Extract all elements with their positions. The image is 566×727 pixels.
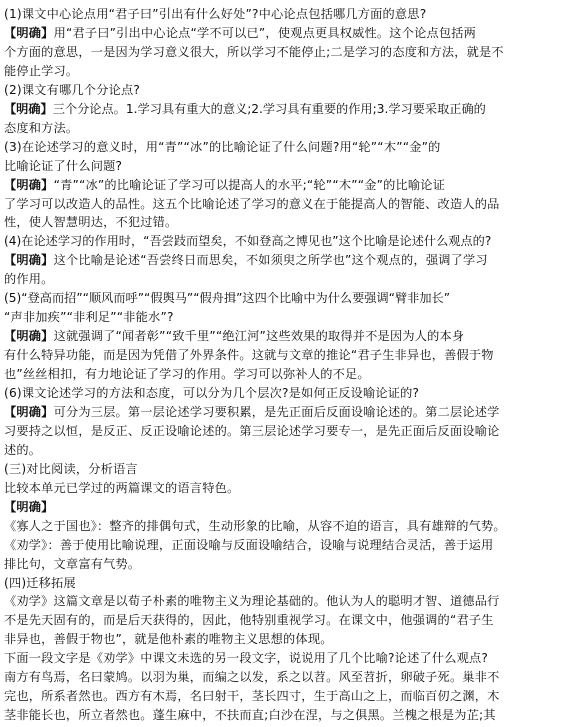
text-line [4, 704, 564, 727]
line-text: 三个分论点。1.学习具有重大的意义;2.学习具有重要的作用;3.学习要采取正确的 [52, 101, 486, 116]
line-text: 态度和方法。 [4, 120, 79, 135]
line-text: (6)课文论述学习的方法和态度，可以分为几个层次?是如何正反设喻论证的? [4, 386, 420, 400]
answer-tag: 【明确】 [4, 101, 53, 116]
line-text: (3)在论述学习的意义时，用“青”“冰”的比喻论证了什么问题?用“轮”“木”“金”的 [4, 139, 441, 154]
line-text: (1)课文中心论点用“君子曰”引出有什么好处”?中心论点包括哪几方面的意思? [4, 7, 427, 21]
line-text: 有什么特异功能，而是因为凭借了外界条件。这就与文章的推论“君子生非异也，善假于物 [4, 348, 494, 363]
line-text: 茎非能长也，所立者然也。蓬生麻中，不扶而直;白沙在涅，与之俱黑。兰槐之根是为芷;其 [4, 708, 496, 723]
line-text: 习要持之以恒，是反正、反正设喻论述的。第三层论述学习要专一，是先正面后反面设喻论 [4, 423, 500, 438]
line-text: “青”“冰”的比喻论证了学习可以提高人的水平;“轮”“木”“金”的比喻论证 [53, 177, 446, 192]
line-text: “声非加疾”“非利足”“非能水”? [4, 310, 174, 325]
line-text: 这就强调了“闻者彰”“致千里”“绝江河”这些效果的取得并不是因为人的本身 [53, 329, 465, 344]
line-text: 下面一段文字是《劝学》中课文未选的另一段文字，说说用了几个比喻?论述了什么观点? [4, 651, 489, 666]
answer-tag: 【明确】 [4, 329, 54, 344]
answer-tag: 【明确】 [4, 25, 54, 40]
line-text: 排比句，文章富有气势。 [4, 556, 141, 571]
line-text: 《劝学》：善于使用比喻说理，正面设喻与反面设喻结合，设喻与说理结合灵活，善于运用 [4, 537, 494, 552]
line-text: 可分为三层。第一层论述学习要积累，是先正面后反面设喻论述的。第二层论述学 [53, 404, 500, 419]
line-text: 的作用。 [4, 272, 54, 287]
line-text: 比喻论证了什么问题? [4, 158, 123, 173]
line-text: 了学习可以改造人的品性。这五个比喻论述了学习的意义在于能提高人的智能、改造人的品 [4, 196, 500, 211]
line-text: 非异也，善假于物也”，就是他朴素的唯物主义思想的体现。 [4, 632, 333, 647]
answer-tag: 【明确】 [4, 253, 54, 268]
line-text: (四)迁移拓展 [4, 575, 76, 590]
line-text: (三)对比阅读，分析语言 [4, 461, 138, 476]
line-text: 述的。 [4, 442, 42, 457]
line-text: 也”丝丝相扣，有力地论证了学习的作用。学习可以弥补人的不足。 [4, 367, 370, 382]
answer-tag: 【明确】 [4, 499, 54, 514]
answer-tag: 【明确】 [4, 404, 54, 419]
line-text: 《寡人之于国也》：整齐的排偶句式，生动形象的比喻，从容不迫的语言，具有雄辩的气势。 [4, 518, 506, 533]
line-text: 个方面的意思，一是因为学习意义很大，所以学习不能停止;二是学习的态度和方法，就是不 [4, 44, 504, 59]
answer-tag: 【明确】 [4, 177, 54, 192]
line-text: (5)“登高而招”“顺风而呼”“假舆马”“假舟揖”这四个比喻中为什么要强调“臂非加长” [4, 291, 451, 306]
line-text: 比较本单元已学过的两篇课文的语言特色。 [4, 480, 240, 495]
line-text: 完也，所系者然也。西方有木焉，名曰射干，茎长四寸，生于高山之上，而临百仞之渊，木 [4, 689, 500, 704]
line-text: (4)在论述学习的作用时，“吾尝跂而望矣，不如登高之博见也”这个比喻是论述什么观点的? [4, 234, 492, 249]
line-text: 能停止学习。 [4, 63, 79, 78]
line-text: 南方有鸟焉，名曰蒙鸠。以羽为巢，而编之以发，系之以苕。风至苕折，卵破子死。巢非不 [4, 670, 500, 685]
line-text: 性，使人智慧明达，不犯过错。 [4, 215, 178, 230]
line-text: 这个比喻是论述“吾尝终日而思矣，不如须臾之所学也”这个观点的，强调了学习 [53, 253, 488, 268]
line-text: 不是先天固有的，而是后天获得的，因此，他特别重视学习。在课文中，他强调的“君子生 [4, 613, 494, 628]
line-text: (2)课文有哪几个分论点? [4, 82, 141, 97]
line-text: 用“君子曰”引出中心论点“学不可以已”，使观点更具权威性。这个论点包括两 [53, 25, 477, 40]
line-text: 《劝学》这篇文章是以荀子朴素的唯物主义为理论基础的。他认为人的聪明才智、道德品行 [4, 594, 500, 609]
